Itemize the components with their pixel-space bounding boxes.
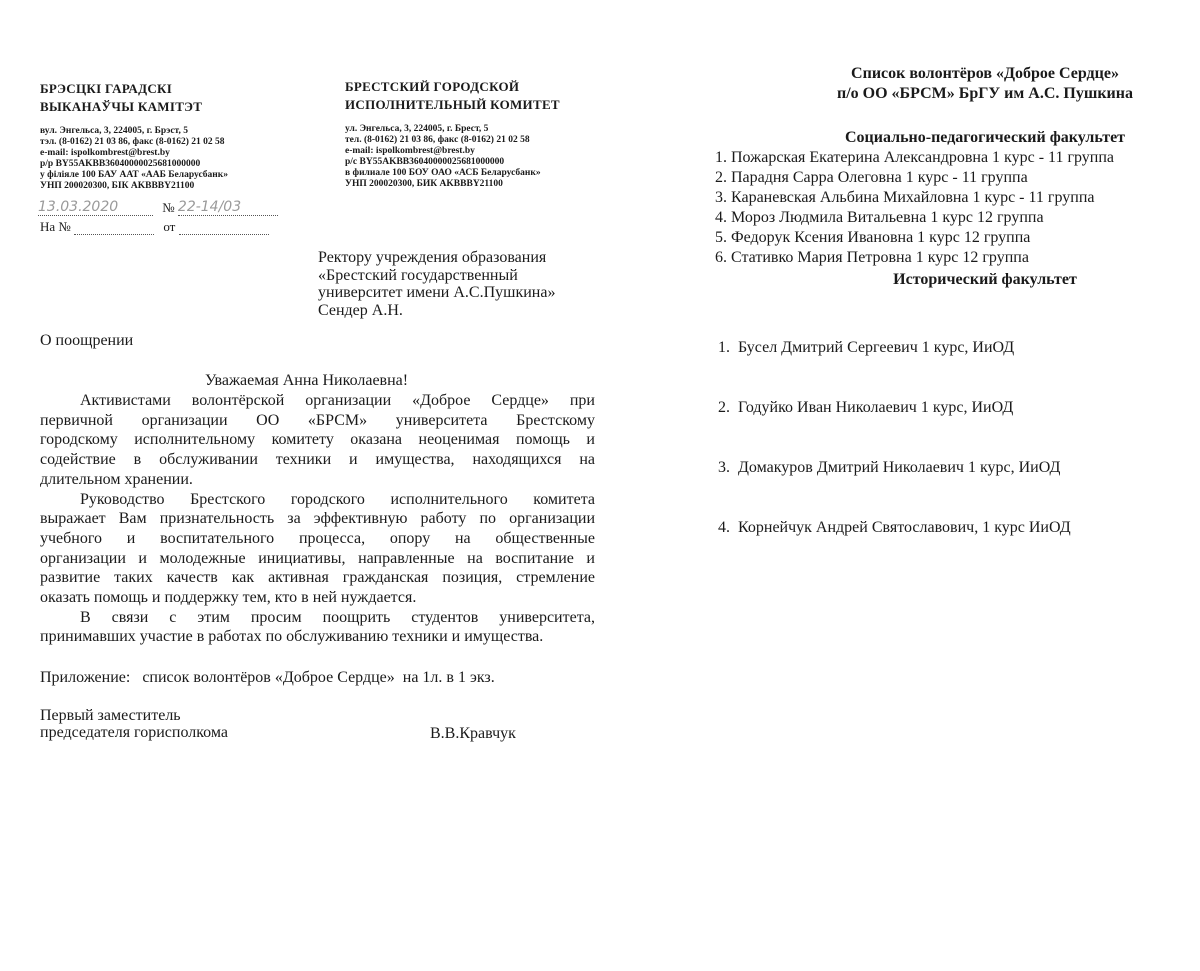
list-item: 1. Бусел Дмитрий Сергеевич 1 курс, ИиОД — [718, 339, 1015, 356]
letterhead-ru — [345, 78, 605, 190]
body-line: развитие таких качеств как активная гражданская позиция, стремление — [40, 569, 595, 587]
signature-title — [40, 707, 228, 741]
org-detail-ru: УНП 200020300, БИК AKBBBY21100 — [345, 179, 503, 189]
number-field: 22-14/03 — [178, 199, 278, 216]
body-line: В связи с этим просим поощрить студентов университета, — [80, 608, 595, 626]
addressee-line: «Брестский государственный — [318, 266, 518, 284]
body-line: первичной организации ОО «БРСМ» университета Брестскому — [40, 411, 595, 429]
signature-name: В.В.Кравчук — [430, 725, 516, 742]
list-title — [780, 64, 1190, 104]
org-name-by-line1: БРЭСЦКI ГАРАДСКI — [40, 81, 173, 96]
list-title-line: Список волонтёров «Доброе Сердце» — [851, 65, 1119, 82]
addressee — [318, 249, 608, 319]
ref-number-blank — [74, 234, 154, 235]
body-line: учебного и воспитательного процесса, опору на общественные — [40, 529, 595, 547]
list-item: 4. Мороз Людмила Витальевна 1 курс 12 группа — [715, 209, 1044, 226]
body-line: городскому исполнительному комитету оказана неоценимая помощь и — [40, 431, 595, 449]
body-line: принимавших участие в работах по обслуживанию техники и имущества. — [40, 628, 544, 646]
body-line: содействие в обслуживании техники и имущества, находящихся на — [40, 451, 595, 469]
list-item: 4. Корнейчук Андрей Святославович, 1 курс ИиОД — [718, 519, 1071, 536]
addressee-line: университет имени А.С.Пушкина» — [318, 284, 556, 301]
faculty1-list — [715, 148, 1185, 268]
org-detail-by: вул. Энгельса, 3, 224005, г. Брэст, 5 — [40, 126, 188, 136]
org-detail-by: тэл. (8-0162) 21 03 86, факс (8-0162) 21 02 58 — [40, 137, 225, 147]
list-item: 3. Караневская Альбина Михайловна 1 курс - 11 группа — [715, 189, 1095, 206]
list-item: 5. Федорук Ксения Ивановна 1 курс 12 группа — [715, 229, 1031, 246]
body-line: организации и молодежные инициативы, направленные на воспитание и — [40, 549, 595, 567]
org-name-ru-line1: БРЕСТСКИЙ ГОРОДСКОЙ — [345, 79, 520, 94]
date-number-line — [38, 199, 288, 216]
org-detail-by: e-mail: ispolkombrest@brest.by — [40, 148, 170, 158]
body-line: оказать помощь и поддержку тем, кто в ней нуждается. — [40, 589, 417, 607]
signature-title-line: председателя горисполкома — [40, 724, 228, 741]
list-item: 1. Пожарская Екатерина Александровна 1 курс - 11 группа — [715, 149, 1115, 166]
org-name-by-line2: ВЫКАНАЎЧЫ КАМIТЭТ — [40, 99, 203, 114]
subject: О поощрении — [40, 332, 134, 349]
salutation: Уважаемая Анна Николаевна! — [205, 372, 409, 389]
list-item: 2. Парадня Сарра Олеговна 1 курс - 11 группа — [715, 169, 1028, 186]
ref-label: На № — [40, 219, 71, 234]
ref-from-label: от — [163, 219, 176, 234]
ref-date-blank — [179, 234, 269, 235]
body-line: Руководство Брестского городского исполнительного комитета — [80, 490, 595, 508]
org-detail-by: р/р BY55AKBB36040000025681000000 — [40, 159, 201, 169]
attachment: Приложение: список волонтёров «Доброе Сердце» на 1л. в 1 экз. — [40, 669, 495, 686]
letterhead-by — [40, 80, 300, 192]
signature-title-line: Первый заместитель — [40, 707, 181, 724]
list-title-line: п/о ОО «БРСМ» БрГУ им А.С. Пушкина — [837, 85, 1133, 102]
reference-line — [40, 219, 290, 235]
letter-body — [40, 391, 595, 647]
org-detail-by: у філіяле 100 БАУ ААТ «ААБ Беларусбанк» — [40, 170, 228, 180]
org-detail-ru: ул. Энгельса, 3, 224005, г. Брест, 5 — [345, 124, 489, 134]
org-detail-ru: в филиале 100 БОУ ОАО «АСБ Беларусбанк» — [345, 168, 541, 178]
list-item: 3. Домакуров Дмитрий Николаевич 1 курс, ИиОД — [718, 459, 1061, 476]
body-line: длительном хранении. — [40, 470, 193, 488]
faculty2-list — [718, 298, 1178, 558]
body-line: выражает Вам признательность за эффективную работу по организации — [40, 510, 595, 528]
body-line: Активистами волонтёрской организации «Доброе Сердце» при — [80, 392, 595, 409]
list-item: 6. Стативко Мария Петровна 1 курс 12 группа — [715, 249, 1029, 266]
addressee-line: Сендер А.Н. — [318, 301, 403, 319]
date-field: 13.03.2020 — [38, 199, 153, 216]
org-detail-ru: р/с BY55AKBB36040000025681000000 — [345, 157, 505, 167]
org-detail-ru: e-mail: ispolkombrest@brest.by — [345, 146, 475, 156]
addressee-line: Ректору учреждения образования — [318, 249, 547, 266]
number-prefix: № — [162, 200, 175, 215]
org-name-ru-line2: ИСПОЛНИТЕЛЬНЫЙ КОМИТЕТ — [345, 97, 560, 112]
org-detail-by: УНП 200020300, БIК AKBBBY21100 — [40, 181, 195, 191]
list-item: 2. Годуйко Иван Николаевич 1 курс, ИиОД — [718, 399, 1014, 416]
faculty-heading: Социально-педагогический факультет — [844, 129, 1126, 146]
org-detail-ru: тел. (8-0162) 21 03 86, факс (8-0162) 21 02 58 — [345, 135, 530, 145]
faculty-heading: Исторический факультет — [893, 271, 1077, 288]
